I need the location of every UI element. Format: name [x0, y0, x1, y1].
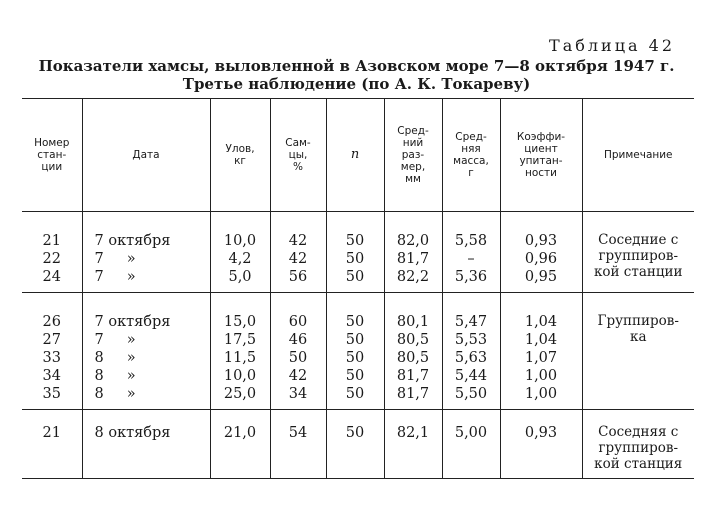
cell-line: циент — [524, 143, 558, 155]
cell-line: Соседние с — [598, 232, 679, 248]
cell-line: 1,00 — [524, 368, 558, 384]
cell-catch — [210, 212, 270, 293]
cell-line: 0,95 — [524, 269, 558, 285]
cell-line: 1,04 — [524, 332, 558, 348]
cell-station — [22, 293, 82, 410]
cell-mass — [442, 212, 500, 293]
cell-line: мм — [405, 173, 421, 185]
cell-line: ности — [524, 167, 557, 179]
table-row — [22, 212, 694, 293]
table-subtitle: Третье наблюдение (по А. К. Токареву) — [182, 75, 531, 93]
cell-line: 0,96 — [524, 251, 558, 267]
cell-line: 50 — [345, 269, 365, 285]
cell-line: 34 — [288, 386, 308, 402]
cell-line: 82,2 — [396, 269, 430, 285]
cell-line: кг — [234, 155, 246, 167]
cell-line: 21,0 — [223, 425, 257, 441]
cell-line: 27 — [42, 332, 61, 348]
data-table — [22, 98, 694, 479]
cell-line: ции — [41, 161, 63, 173]
cell-line: 50 — [345, 425, 365, 441]
cell-line: 15,0 — [223, 314, 257, 330]
cell-line: 5,44 — [454, 368, 488, 384]
cell-line: 25,0 — [223, 386, 257, 402]
cell-line: 35 — [42, 386, 61, 402]
cell-line: 80,5 — [396, 350, 430, 366]
cell-line: 50 — [345, 314, 365, 330]
cell-line: 5,00 — [454, 425, 488, 441]
cell-line: 50 — [345, 251, 365, 267]
table-row — [22, 293, 694, 410]
cell-line: 5,0 — [228, 269, 252, 285]
cell-line: 81,7 — [396, 251, 430, 267]
cell-line: 1,00 — [524, 386, 558, 402]
cell-note — [582, 410, 694, 479]
cell-coef — [500, 212, 582, 293]
cell-line: няя — [461, 143, 481, 155]
cell-coef — [500, 293, 582, 410]
cell-n — [326, 293, 384, 410]
cell-females — [270, 212, 326, 293]
cell-line: 5,53 — [454, 332, 488, 348]
cell-line: 81,7 — [396, 386, 430, 402]
cell-line: 22 — [42, 251, 61, 267]
cell-line: группиров- — [598, 440, 679, 456]
cell-line: 5,63 — [454, 350, 488, 366]
cell-date — [82, 293, 210, 410]
cell-line: стан- — [37, 149, 67, 161]
table-row — [22, 410, 694, 479]
cell-line: 80,5 — [396, 332, 430, 348]
cell-line: Примечание — [603, 149, 673, 161]
cell-line: 7 » — [94, 332, 136, 348]
cell-line: 60 — [288, 314, 308, 330]
cell-line: Дата — [132, 149, 160, 161]
cell-line: 8 октября — [94, 425, 171, 441]
cell-line: 1,04 — [524, 314, 558, 330]
cell-line: г — [468, 167, 474, 179]
cell-line: 8 » — [94, 350, 136, 366]
cell-line: 0,93 — [524, 425, 558, 441]
cell-line: Коэффи- — [516, 131, 566, 143]
cell-line: 50 — [345, 386, 365, 402]
cell-line: 24 — [42, 269, 61, 285]
cell-line: 50 — [345, 368, 365, 384]
cell-line: 7 » — [94, 251, 136, 267]
cell-coef — [500, 410, 582, 479]
cell-line: 17,5 — [223, 332, 257, 348]
cell-line: группиров- — [598, 248, 679, 264]
cell-catch — [210, 410, 270, 479]
header-size — [384, 99, 442, 212]
cell-note — [582, 212, 694, 293]
cell-line: 82,0 — [396, 233, 430, 249]
cell-line: ка — [630, 329, 647, 345]
header-date — [82, 99, 210, 212]
cell-females — [270, 410, 326, 479]
cell-line: 1,07 — [524, 350, 558, 366]
cell-line: 50 — [345, 350, 365, 366]
cell-line: мер, — [400, 161, 426, 173]
cell-mass — [442, 293, 500, 410]
cell-line: 50 — [345, 233, 365, 249]
cell-n — [326, 212, 384, 293]
cell-date — [82, 410, 210, 479]
cell-line: 34 — [42, 368, 61, 384]
cell-line: Соседняя с — [598, 424, 679, 440]
table-caption: Таблица 42 — [549, 36, 675, 55]
cell-line: 46 — [288, 332, 308, 348]
cell-line: 7 октября — [94, 233, 171, 249]
table-title: Показатели хамсы, выловленной в Азовском море 7—8 октября 1947 г. — [38, 57, 675, 75]
header-mass — [442, 99, 500, 212]
cell-size — [384, 212, 442, 293]
cell-catch — [210, 293, 270, 410]
cell-line: 21 — [42, 425, 61, 441]
header-station — [22, 99, 82, 212]
cell-line: Сам- — [285, 137, 311, 149]
cell-line: 21 — [42, 233, 61, 249]
cell-line: 5,50 — [454, 386, 488, 402]
cell-line: Группиров- — [597, 313, 679, 329]
header-n — [326, 99, 384, 212]
cell-line: 54 — [288, 425, 308, 441]
header-coef — [500, 99, 582, 212]
cell-line: 8 » — [94, 386, 136, 402]
cell-females — [270, 293, 326, 410]
cell-note — [582, 293, 694, 410]
cell-line: Сред- — [397, 125, 429, 137]
cell-line: 10,0 — [223, 233, 257, 249]
cell-line: Сред- — [455, 131, 487, 143]
cell-line: кой станция — [594, 456, 683, 472]
cell-line: % — [293, 161, 303, 173]
cell-station — [22, 410, 82, 479]
cell-line: 5,58 — [454, 233, 488, 249]
cell-line: 11,5 — [223, 350, 257, 366]
cell-line: 5,36 — [454, 269, 488, 285]
cell-line: кой станции — [593, 264, 683, 280]
cell-station — [22, 212, 82, 293]
cell-line: 50 — [345, 332, 365, 348]
cell-line: упитан- — [519, 155, 563, 167]
cell-line: ний — [402, 137, 424, 149]
cell-line: Улов, — [225, 143, 255, 155]
cell-line: 56 — [288, 269, 308, 285]
cell-line: 7 октября — [94, 314, 171, 330]
cell-line: 5,47 — [454, 314, 488, 330]
cell-line: 0,93 — [524, 233, 558, 249]
cell-line: 33 — [42, 350, 61, 366]
cell-line: раз- — [401, 149, 425, 161]
cell-mass — [442, 410, 500, 479]
cell-line: масса, — [453, 155, 489, 167]
cell-n — [326, 410, 384, 479]
header-females — [270, 99, 326, 212]
cell-line: 7 » — [94, 269, 136, 285]
header-catch — [210, 99, 270, 212]
cell-line: Номер — [34, 137, 70, 149]
cell-line: 42 — [288, 233, 308, 249]
cell-line: цы, — [288, 149, 308, 161]
cell-date — [82, 212, 210, 293]
header-row — [22, 99, 694, 212]
cell-line: 4,2 — [228, 251, 252, 267]
cell-line: n — [350, 147, 360, 162]
cell-size — [384, 410, 442, 479]
cell-size — [384, 293, 442, 410]
cell-line: 81,7 — [396, 368, 430, 384]
cell-line: 42 — [288, 368, 308, 384]
cell-line: 10,0 — [223, 368, 257, 384]
cell-line: 50 — [288, 350, 308, 366]
cell-line: 80,1 — [396, 314, 430, 330]
cell-line: 8 » — [94, 368, 136, 384]
cell-line: 82,1 — [396, 425, 430, 441]
cell-line: – — [467, 251, 475, 267]
cell-line: 42 — [288, 251, 308, 267]
header-note — [582, 99, 694, 212]
cell-line: 26 — [42, 314, 61, 330]
